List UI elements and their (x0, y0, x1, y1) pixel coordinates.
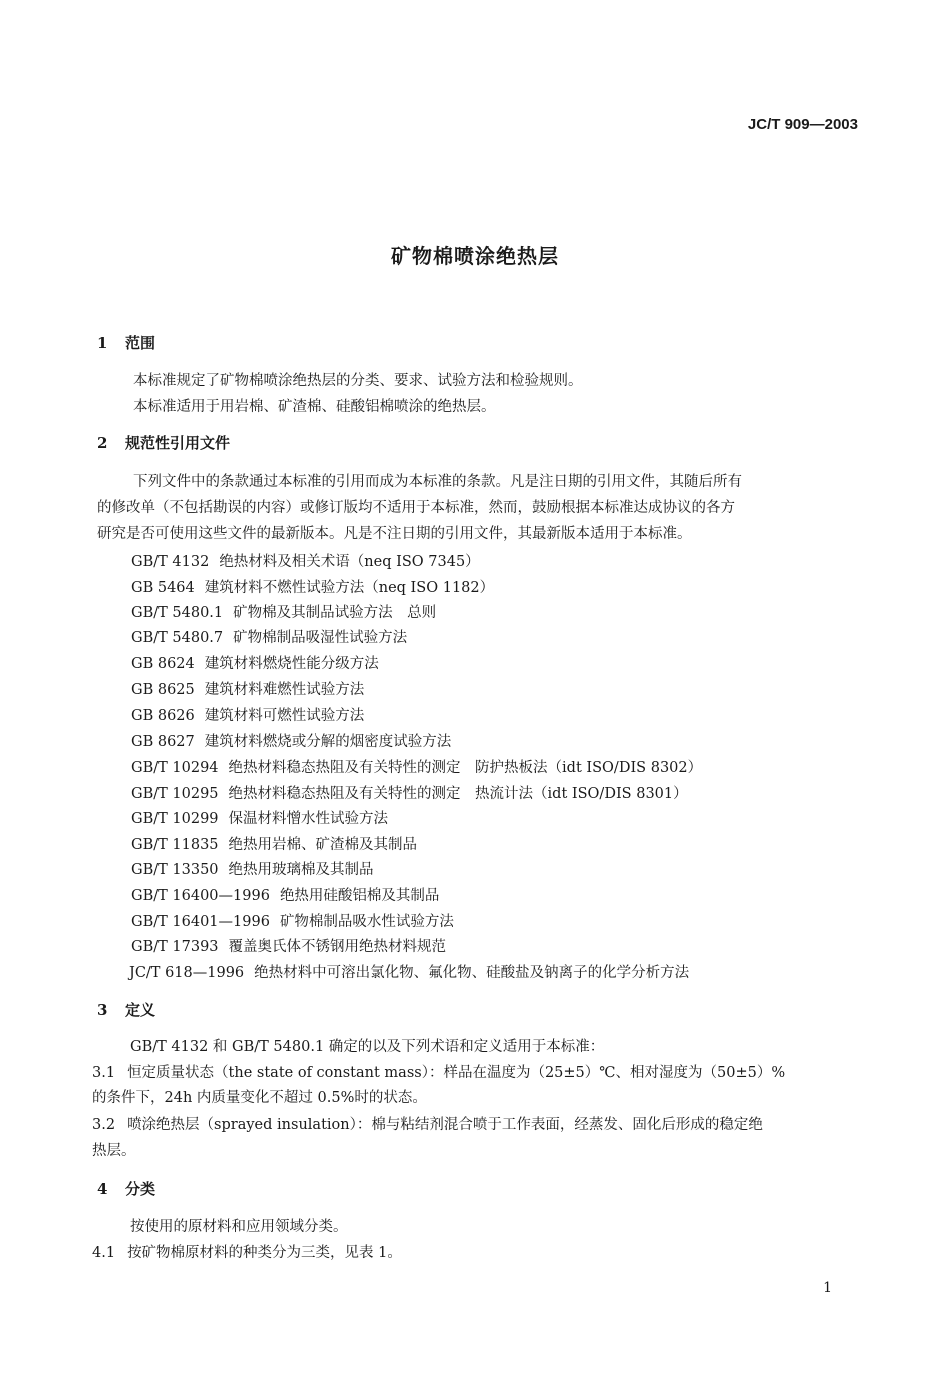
reference-item (131, 678, 364, 699)
definition-3-1-line-2: 的条件下，24h 内质量变化不超过 0.5%时的状态。 (92, 1090, 427, 1106)
reference-title: 矿物棉制品吸湿性试验方法 (233, 630, 408, 646)
reference-code: GB/T 10294 (131, 760, 219, 776)
clause-number: 4.1 (92, 1245, 116, 1261)
section-number: 3 (97, 1001, 108, 1019)
reference-title: 建筑材料燃烧或分解的烟密度试验方法 (204, 734, 452, 750)
reference-code: GB 8627 (131, 734, 195, 750)
reference-code: GB/T 11835 (131, 837, 219, 853)
section-title: 分类 (125, 1180, 156, 1198)
section-heading-normative (97, 432, 230, 453)
scope-paragraph-2: 本标准适用于用岩棉、矿渣棉、硅酸铝棉喷涂的绝热层。 (133, 399, 496, 415)
reference-item (131, 576, 494, 597)
clause-text: 喷涂绝热层（sprayed insulation）：棉与粘结剂混合喷于工作表面，经蒸发、固化后形成的稳定绝 (127, 1117, 763, 1133)
section-title: 定义 (125, 1001, 156, 1019)
reference-item (131, 935, 446, 956)
reference-title: 建筑材料可燃性试验方法 (204, 708, 365, 724)
section-number: 1 (97, 334, 108, 352)
definition-3-2-line-1 (92, 1112, 854, 1138)
clause-4-1 (92, 1240, 854, 1266)
definition-3-2-line-2: 热层。 (92, 1143, 136, 1159)
clause-text: 按矿物棉原材料的种类分为三类，见表 1。 (127, 1245, 402, 1261)
normative-intro-line-2: 的修改单（不包括勘误的内容）或修订版均不适用于本标准，然而，鼓励根据本标准达成协议的各方 (97, 500, 735, 516)
section-title: 规范性引用文件 (125, 434, 231, 452)
reference-item (131, 730, 451, 751)
reference-code: GB/T 10299 (131, 811, 219, 827)
reference-item (131, 807, 388, 828)
normative-intro-line-1: 下列文件中的条款通过本标准的引用而成为本标准的条款。凡是注日期的引用文件，其随后所有 (133, 474, 742, 490)
reference-title: 绝热用玻璃棉及其制品 (228, 862, 374, 878)
clause-text: 恒定质量状态（the state of constant mass）：样品在温度为（25±5）℃、相对湿度为（50±5）% (127, 1065, 786, 1081)
reference-code: JC/T 618—1996 (129, 965, 245, 981)
reference-title: 绝热材料稳态热阻及有关特性的测定 防护热板法（idt ISO/DIS 8302） (228, 760, 703, 776)
reference-item (131, 601, 436, 622)
reference-code: GB/T 16401—1996 (131, 914, 270, 930)
reference-code: GB 8625 (131, 682, 195, 698)
reference-title: 绝热用岩棉、矿渣棉及其制品 (228, 837, 418, 853)
clause-number: 3.2 (92, 1117, 116, 1133)
reference-title: 绝热材料及相关术语（neq ISO 7345） (219, 554, 480, 570)
reference-title: 绝热材料中可溶出氯化物、氟化物、硅酸盐及钠离子的化学分析方法 (254, 965, 690, 981)
section-heading-classification (97, 1178, 155, 1199)
reference-item (131, 652, 379, 673)
normative-intro-line-3: 研究是否可使用这些文件的最新版本。凡是不注日期的引用文件，其最新版本适用于本标准。 (97, 526, 692, 542)
classification-paragraph: 按使用的原材料和应用领域分类。 (130, 1219, 348, 1235)
reference-title: 建筑材料难燃性试验方法 (204, 682, 365, 698)
reference-item (131, 884, 439, 905)
reference-code: GB/T 16400—1996 (131, 888, 270, 904)
reference-item (131, 756, 702, 777)
reference-code: GB 8624 (131, 656, 195, 672)
reference-item (131, 858, 374, 879)
section-number: 2 (97, 434, 108, 452)
reference-code: GB 5464 (131, 580, 195, 596)
reference-code: GB/T 5480.7 (131, 630, 224, 646)
standard-code: JC/T 909—2003 (747, 116, 858, 133)
document-title: 矿物棉喷涂绝热层 (391, 244, 559, 268)
reference-title: 覆盖奥氏体不锈钢用绝热材料规范 (228, 939, 447, 955)
section-heading-scope (97, 332, 155, 353)
reference-item (131, 704, 364, 725)
reference-title: 绝热材料稳态热阻及有关特性的测定 热流计法（idt ISO/DIS 8301） (228, 786, 688, 802)
page-number: 1 (823, 1280, 832, 1296)
section-number: 4 (97, 1180, 108, 1198)
clause-number: 3.1 (92, 1065, 116, 1081)
reference-item (131, 782, 688, 803)
reference-code: GB/T 13350 (131, 862, 219, 878)
reference-title: 建筑材料不燃性试验方法（neq ISO 1182） (204, 580, 495, 596)
definition-3-1-line-1 (92, 1060, 854, 1086)
section-heading-definitions (97, 999, 155, 1020)
definitions-intro: GB/T 4132 和 GB/T 5480.1 确定的以及下列术语和定义适用于本标准： (130, 1039, 605, 1055)
section-title: 范围 (125, 334, 156, 352)
reference-code: GB/T 17393 (131, 939, 219, 955)
reference-title: 矿物棉制品吸水性试验方法 (279, 914, 454, 930)
reference-code: GB/T 4132 (131, 554, 210, 570)
reference-item (131, 550, 480, 571)
reference-item (131, 833, 417, 854)
reference-title: 建筑材料燃烧性能分级方法 (204, 656, 379, 672)
reference-code: GB/T 10295 (131, 786, 219, 802)
reference-title: 保温材料憎水性试验方法 (228, 811, 389, 827)
reference-item (129, 961, 689, 982)
reference-title: 绝热用硅酸铝棉及其制品 (279, 888, 440, 904)
reference-item (131, 626, 407, 647)
reference-code: GB 8626 (131, 708, 195, 724)
reference-code: GB/T 5480.1 (131, 605, 224, 621)
reference-title: 矿物棉及其制品试验方法 总则 (233, 605, 437, 621)
reference-item (131, 910, 454, 931)
scope-paragraph-1: 本标准规定了矿物棉喷涂绝热层的分类、要求、试验方法和检验规则。 (133, 373, 583, 389)
